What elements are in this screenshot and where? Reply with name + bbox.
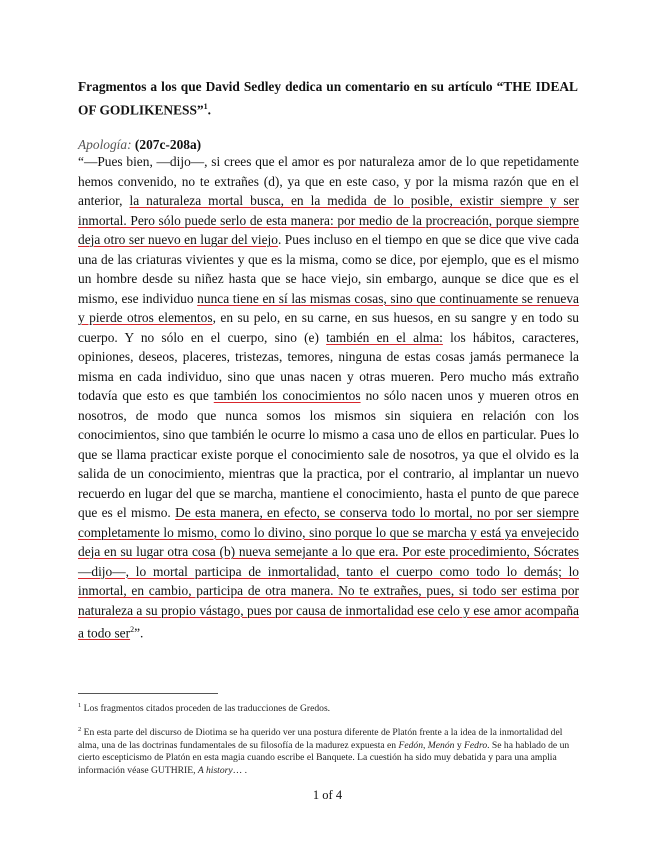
passage-text: los hábitos, caracteres, opiniones, deseos, placeres, tristezas, temores, ninguna de estas cosas jamás permanece la misma en cada individuo, sino que unas nacen y otras mueren. Pero mucho más extraño todavía que esto es que [78, 329, 579, 403]
passage-text: . Pues incluso en el tiempo en que se dice que vive cada una de las criaturas vivientes y que es la misma, como se dice, por ejemplo, que es el mismo un hombre desde su niñez hasta que se hace viejo, sin embargo, aunque se dice que es el mismo, ese individuo [78, 232, 579, 306]
footnote-1-text: Los fragmentos citados proceden de las traducciones de Gredos. [83, 703, 331, 715]
separator: y [454, 739, 465, 751]
footnote-1-mark: 1 [78, 702, 82, 709]
work-name: Apología: [78, 137, 132, 152]
title-end: . [207, 101, 211, 117]
footnote-2-text: En esta parte del discurso de Diotima se ha querido ver una postura diferente de Platón frente a la idea de la inmortalidad del alma, una de las doctrinas fundamentales de su filosofía de la madurez expuesta en [78, 727, 563, 751]
title-text: Fragmentos a los que David Sedley dedica un comentario en su artículo “THE IDEAL OF GODLIKENESS” [78, 79, 578, 117]
document-title [78, 77, 578, 119]
work-title: Menón [427, 739, 455, 751]
work-title: Fedro [464, 739, 488, 751]
passage-end: ”. [134, 625, 144, 641]
highlighted-passage: también en el alma: [326, 329, 443, 345]
quoted-passage [78, 152, 579, 643]
footnote-2-text: … . [232, 764, 248, 776]
footnote-ref-2[interactable]: 2 [130, 625, 135, 634]
footnote-ref-1[interactable]: 1 [203, 101, 208, 111]
passage-text: no sólo nacen unos y mueren otros en nosotros, de modo que nunca somos los mismos sin siquiera en relación con los conocimientos, sino que también le ocurre lo mismo a casa uno de ellos en particular. Pues lo que se llama practicar existe porque el conocimiento sale de nosotros, ya que el olvido es la salida de un conocimiento, mientras que la practica, por el contrario, al implantar un nuevo recuerdo en lugar del que se marcha, mantiene el conocimiento, hasta el punto de que parece que es el mismo. [78, 388, 579, 520]
footnote-1 [78, 700, 579, 716]
highlighted-passage: De esta manera, en efecto, se conserva todo lo mortal, no por ser siempre completamente lo mismo, como lo divino, sino porque lo que se marcha y está ya envejecido deja en su lugar otra cosa (b) nueva semejante a lo que era. Por este procedimiento, Sócrates —dijo—, lo mortal participa de inmortalidad, tanto el cuerpo como todo lo demás; lo inmortal, en cambio, participa de otra manera. No te extrañes, pues, si todo ser estima por naturaleza a su propio vástago, pues por causa de inmortalidad ese celo y ese amor acompaña a todo ser [78, 505, 579, 641]
work-title: A history [197, 764, 233, 776]
footnote-2 [78, 724, 579, 777]
footnote-2-text: . Se ha hablado de un cierto escepticismo de Platón en esta magia cuando escribe el Banquete. La cuestión ha sido muy debatida y para una amplia información véase GUTHRIE, [78, 739, 570, 776]
highlighted-passage: la naturaleza mortal busca, en la medida de lo posible, existir siempre y ser inmortal. Pero sólo puede serlo de esta manera: por medio de la procreación, porque siempre deja otro ser nuevo en lugar del viejo [78, 193, 580, 247]
page-number: 1 of 4 [312, 788, 343, 802]
highlighted-passage: nunca tiene en sí las mismas cosas, sino que continuamente se renueva y pierde otros elementos [78, 290, 579, 325]
highlighted-passage: también los conocimientos [213, 388, 361, 403]
footnote-separator [78, 693, 218, 694]
separator: , [423, 739, 428, 751]
passage-text: “—Pues bien, —dijo—, si crees que el amor es por naturaleza amor de lo que repetidamente hemos convenido, no te extrañes (d), ya que en este caso, y por la misma razón que en el anterior, [78, 154, 579, 208]
work-title: Fedón [398, 739, 423, 751]
passage-reference: (207c-208a) [134, 137, 202, 152]
passage-text: , en su pelo, en su carne, en sus huesos, en su sangre y en todo su cuerpo. Y no sólo en el cuerpo, sino (e) [78, 310, 580, 345]
footnote-2-mark: 2 [78, 726, 82, 733]
